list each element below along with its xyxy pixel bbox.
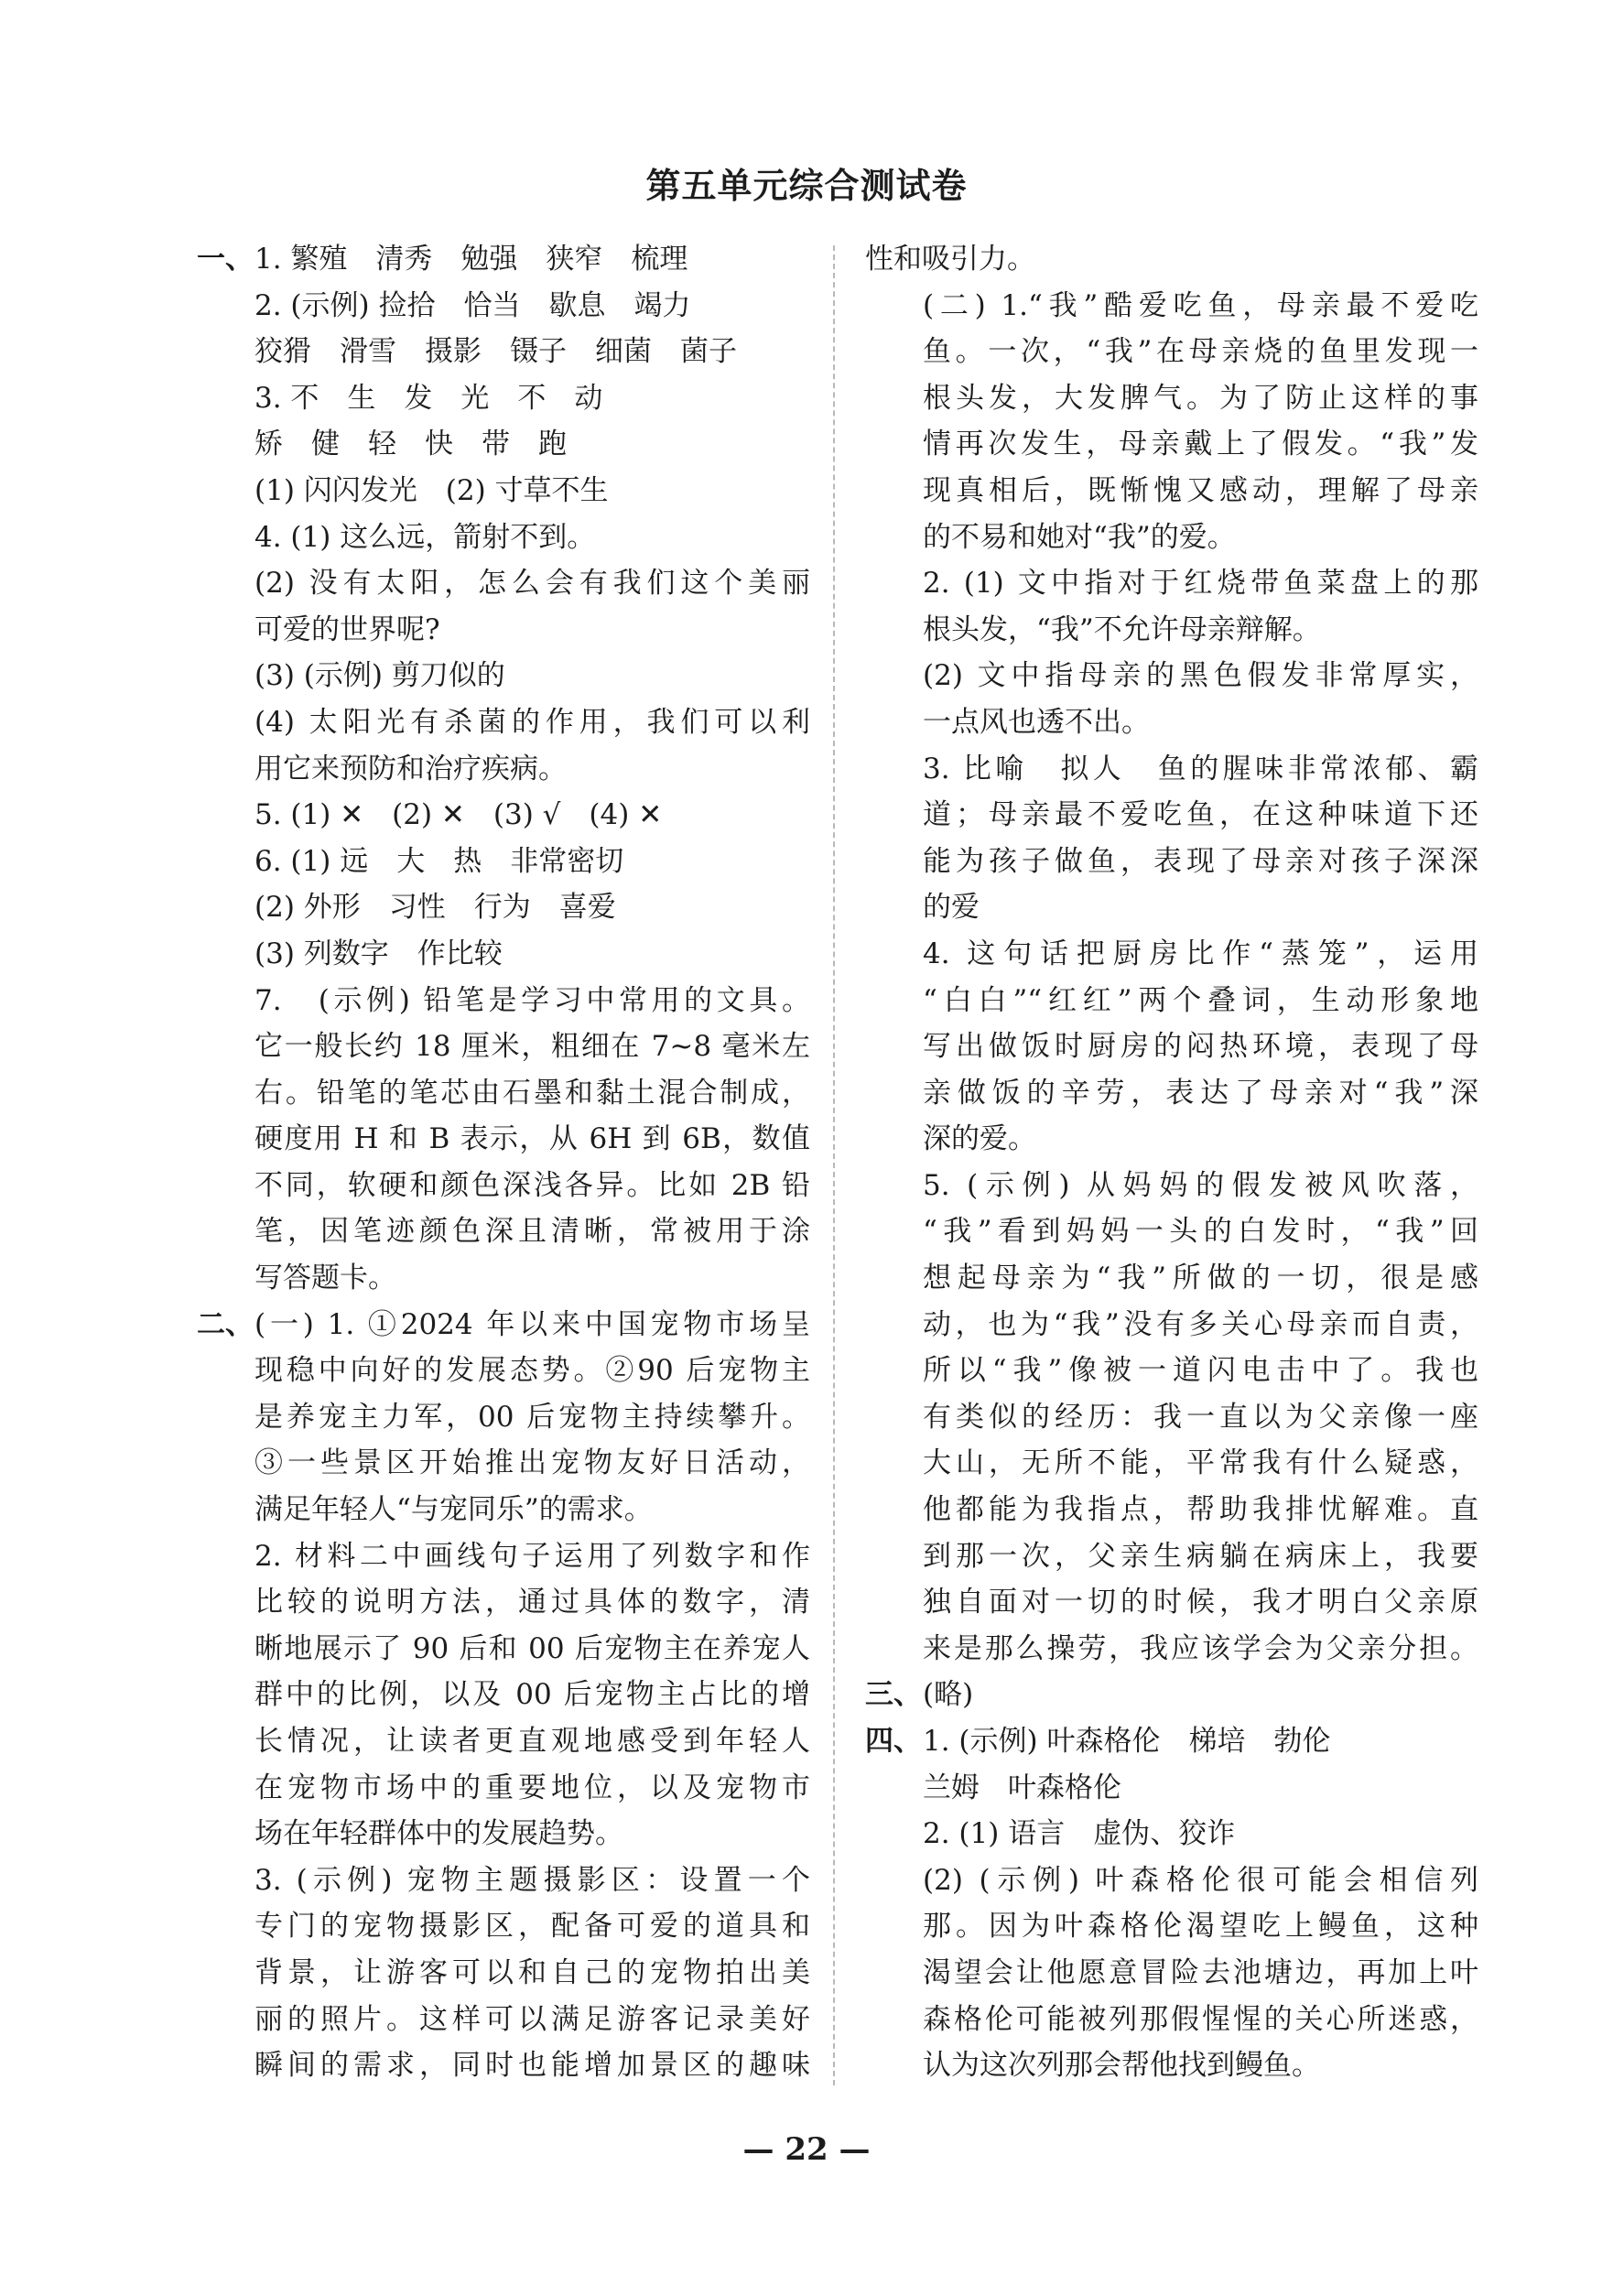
- answer-text: 2. (示例) 捡拾 恰当 歇息 竭力: [254, 288, 691, 322]
- answer-line: [865, 792, 1478, 839]
- answer-line: [865, 1302, 1478, 1348]
- answer-text: 3. 比喻 拟人 鱼的腥味非常浓郁、霸: [923, 752, 1478, 785]
- answer-text: (一) 1. ①2024 年以来中国宠物市场呈: [254, 1307, 810, 1341]
- answer-text: 比较的说明方法，通过具体的数字，清: [254, 1586, 810, 1619]
- section-label: 一、: [197, 243, 254, 276]
- answer-line: [197, 699, 810, 746]
- answer-text: 长情况，让读者更直观地感受到年轻人: [254, 1725, 810, 1758]
- answer-line: [197, 375, 810, 422]
- answer-line: [197, 2042, 810, 2089]
- answer-text: “白白”“红红”两个叠词，生动形象地: [923, 983, 1478, 1017]
- answer-text: 场在年轻群体中的发展趋势。: [254, 1817, 623, 1851]
- answer-line: [865, 283, 1478, 330]
- answer-line: [197, 1857, 810, 1904]
- answer-text: 情再次发生，母亲戴上了假发。“我”发: [923, 428, 1478, 461]
- section-label: 四、: [865, 1725, 922, 1758]
- answer-text: 那。因为叶森格伦渴望吃上鳗鱼，这种: [923, 1910, 1478, 1944]
- answer-text: “我”看到妈妈一头的白发时，“我”回: [923, 1215, 1478, 1249]
- answer-text: 不同，软硬和颜色深浅各异。比如 2B 铅: [254, 1168, 810, 1202]
- answer-line: [197, 1116, 810, 1163]
- answer-text: 认为这次列那会帮他找到鳗鱼。: [923, 2049, 1320, 2083]
- answer-text: (2) 文中指母亲的黑色假发非常厚实，: [923, 659, 1478, 693]
- answer-line: [865, 514, 1478, 561]
- answer-line: [197, 1163, 810, 1209]
- answer-line: [865, 1997, 1478, 2043]
- answer-line: [197, 1579, 810, 1626]
- answer-text: (3) 列数字 作比较: [254, 937, 503, 970]
- answer-line: [197, 1672, 810, 1718]
- answer-text: 森格伦可能被列那假惺惺的关心所迷惑，: [923, 2002, 1478, 2036]
- answer-line: [865, 421, 1478, 468]
- answer-text: 可爱的世界呢?: [254, 612, 440, 646]
- answer-line: [197, 653, 810, 699]
- answer-line: [865, 1255, 1478, 1302]
- answer-text: 有类似的经历：我一直以为父亲像一座: [923, 1400, 1478, 1434]
- answer-line: [197, 978, 810, 1024]
- answer-line: [865, 1070, 1478, 1117]
- answer-line: [865, 1857, 1478, 1904]
- answer-text: 根头发，大发脾气。为了防止这样的事: [923, 381, 1478, 415]
- left-column: [197, 236, 810, 2089]
- answer-text: 亲做饭的辛劳，表达了母亲对“我”深: [923, 1076, 1478, 1110]
- page-number: — 22 —: [742, 2131, 871, 2168]
- answer-text: 到那一次，父亲生病躺在病床上，我要: [923, 1539, 1478, 1573]
- answer-text: 硬度用 H 和 B 表示，从 6H 到 6B，数值: [254, 1122, 810, 1156]
- answer-text: 7. (示例) 铅笔是学习中常用的文具。: [254, 983, 810, 1017]
- answer-line: [865, 1626, 1478, 1673]
- answer-line: [197, 1765, 810, 1812]
- answer-line: [865, 560, 1478, 607]
- answer-line: [865, 1163, 1478, 1209]
- answer-text: 4. (1) 这么远，箭射不到。: [254, 520, 596, 554]
- answer-line: [865, 1487, 1478, 1533]
- answer-line: [197, 1440, 810, 1487]
- answer-text: 独自面对一切的时候，我才明白父亲原: [923, 1586, 1478, 1619]
- answer-text: (2) 没有太阳，怎么会有我们这个美丽: [254, 567, 810, 601]
- answer-line: [865, 2042, 1478, 2089]
- answer-line: [865, 699, 1478, 746]
- answer-line: [197, 560, 810, 607]
- answer-line: [197, 1487, 810, 1533]
- answer-text: (4) 太阳光有杀菌的作用，我们可以利: [254, 705, 810, 739]
- answer-text: 3. 不 生 发 光 不 动: [254, 381, 603, 415]
- answer-text: 他都能为我指点，帮助我排忧解难。直: [923, 1493, 1478, 1527]
- answer-text: 晰地展示了 90 后和 00 后宠物主在养宠人: [254, 1631, 810, 1665]
- answer-text: 1. (示例) 叶森格伦 梯培 勃伦: [923, 1725, 1331, 1758]
- answer-line: [865, 1579, 1478, 1626]
- answer-text: (二) 1.“我”酷爱吃鱼，母亲最不爱吃: [923, 288, 1478, 322]
- answer-text: 2. 材料二中画线句子运用了列数字和作: [254, 1539, 810, 1573]
- answer-text: 写出做饭时厨房的闷热环境，表现了母: [923, 1030, 1478, 1064]
- answer-text: 瞬间的需求，同时也能增加景区的趣味: [254, 2049, 810, 2083]
- answer-line: [865, 746, 1478, 793]
- answer-line: [865, 607, 1478, 654]
- answer-line: [197, 792, 810, 839]
- answer-text: 大山，无所不能，平常我有什么疑惑，: [923, 1446, 1478, 1480]
- answer-line: [865, 884, 1478, 931]
- answer-text: 想起母亲为“我”所做的一切，很是感: [923, 1262, 1478, 1295]
- answer-line: [865, 468, 1478, 514]
- answer-line: [197, 1302, 810, 1348]
- answer-text: 1. 繁殖 清秀 勉强 狭窄 梳理: [254, 243, 688, 276]
- answer-line: [197, 1811, 810, 1857]
- answer-text: 它一般长约 18 厘米，粗细在 7~8 毫米左: [254, 1030, 810, 1064]
- answer-line: [865, 1023, 1478, 1070]
- answer-text: 群中的比例，以及 00 后宠物主占比的增: [254, 1678, 810, 1712]
- answer-line: [197, 283, 810, 330]
- answer-line: [865, 329, 1478, 375]
- answer-text: (2) 外形 习性 行为 喜爱: [254, 891, 616, 925]
- answer-text: (2) (示例) 叶森格伦很可能会相信列: [923, 1863, 1478, 1897]
- answer-line: [865, 1116, 1478, 1163]
- answer-line: [865, 236, 1478, 283]
- answer-text: 的爱: [923, 891, 980, 925]
- answer-line: [865, 375, 1478, 422]
- answer-line: [197, 1903, 810, 1950]
- answer-text: 2. (1) 语言 虚伪、狡诈: [923, 1817, 1236, 1851]
- answer-text: 在宠物市场中的重要地位，以及宠物市: [254, 1771, 810, 1804]
- answer-line: [865, 1208, 1478, 1255]
- answer-text: 5. (1) ✕ (2) ✕ (3) √ (4) ✕: [254, 798, 663, 832]
- answer-line: [197, 931, 810, 978]
- answer-text: 兰姆 叶森格伦: [923, 1771, 1121, 1804]
- answer-text: (略): [923, 1678, 974, 1712]
- answer-line: [197, 839, 810, 885]
- answer-line: [865, 1811, 1478, 1857]
- answer-text: 丽的照片。这样可以满足游客记录美好: [254, 2002, 810, 2036]
- answer-line: [865, 1718, 1478, 1765]
- answer-line: [197, 514, 810, 561]
- answer-text: 狡猾 滑雪 摄影 镊子 细菌 菌子: [254, 335, 737, 369]
- answer-line: [865, 839, 1478, 885]
- answer-line: [197, 1533, 810, 1580]
- page-title: 第五单元综合测试卷: [645, 165, 968, 206]
- answer-text: 是养宠主力军，00 后宠物主持续攀升。: [254, 1400, 810, 1434]
- answer-line: [865, 1950, 1478, 1997]
- answer-line: [197, 607, 810, 654]
- right-column: [865, 236, 1478, 2089]
- column-divider: [833, 245, 835, 2085]
- answer-text: 根头发，“我”不允许母亲辩解。: [923, 612, 1321, 646]
- answer-line: [197, 1070, 810, 1117]
- answer-text: 鱼。一次，“我”在母亲烧的鱼里发现一: [923, 335, 1478, 369]
- answer-text: 矫 健 轻 快 带 跑: [254, 428, 567, 461]
- answer-line: [197, 468, 810, 514]
- answer-text: 一点风也透不出。: [923, 705, 1150, 739]
- answer-text: 渴望会让他愿意冒险去池塘边，再加上叶: [923, 1955, 1478, 1989]
- answer-line: [197, 1997, 810, 2043]
- answer-line: [865, 1672, 1478, 1718]
- answer-text: 3. (示例) 宠物主题摄影区：设置一个: [254, 1863, 810, 1897]
- answer-line: [865, 1903, 1478, 1950]
- answer-text: 现真相后，既惭愧又感动，理解了母亲: [923, 473, 1478, 507]
- answer-line: [865, 931, 1478, 978]
- answer-line: [865, 1533, 1478, 1580]
- answer-line: [865, 1765, 1478, 1812]
- answer-text: 现稳中向好的发展态势。②90 后宠物主: [254, 1354, 810, 1388]
- answer-text: 来是那么操劳，我应该学会为父亲分担。: [923, 1631, 1478, 1665]
- answer-line: [197, 1950, 810, 1997]
- answer-text: 的不易和她对“我”的爱。: [923, 520, 1236, 554]
- answer-text: 右。铅笔的笔芯由石墨和黏土混合制成，: [254, 1076, 810, 1110]
- answer-line: [865, 653, 1478, 699]
- answer-line: [865, 1440, 1478, 1487]
- answer-line: [197, 746, 810, 793]
- answer-line: [865, 978, 1478, 1024]
- answer-line: [865, 1394, 1478, 1441]
- answer-text: 写答题卡。: [254, 1262, 396, 1295]
- answer-text: 道；母亲最不爱吃鱼，在这种味道下还: [923, 798, 1478, 832]
- section-label: 二、: [197, 1307, 254, 1341]
- section-label: 三、: [865, 1678, 922, 1712]
- answer-line: [197, 1394, 810, 1441]
- answer-line: [197, 1348, 810, 1394]
- answer-text: 用它来预防和治疗疾病。: [254, 752, 567, 785]
- answer-line: [197, 1626, 810, 1673]
- answer-line: [197, 236, 810, 283]
- answer-text: 笔，因笔迹颜色深且清晰，常被用于涂: [254, 1215, 810, 1249]
- answer-text: 背景，让游客可以和自己的宠物拍出美: [254, 1955, 810, 1989]
- answer-line: [197, 1208, 810, 1255]
- answer-line: [197, 1023, 810, 1070]
- answer-line: [197, 1255, 810, 1302]
- answer-text: (3) (示例) 剪刀似的: [254, 659, 505, 693]
- answer-line: [197, 1718, 810, 1765]
- answer-text: 专门的宠物摄影区，配备可爱的道具和: [254, 1910, 810, 1944]
- answer-text: 所以“我”像被一道闪电击中了。我也: [923, 1354, 1478, 1388]
- answer-text: 6. (1) 远 大 热 非常密切: [254, 844, 624, 878]
- answer-text: 满足年轻人“与宠同乐”的需求。: [254, 1493, 653, 1527]
- answer-text: 4. 这句话把厨房比作“蒸笼”，运用: [923, 937, 1478, 970]
- answer-text: 能为孩子做鱼，表现了母亲对孩子深深: [923, 844, 1478, 878]
- answer-text: ③一些景区开始推出宠物友好日活动，: [254, 1446, 810, 1480]
- answer-text: 5. (示例) 从妈妈的假发被风吹落，: [923, 1168, 1478, 1202]
- answer-line: [197, 884, 810, 931]
- answer-text: 2. (1) 文中指对于红烧带鱼菜盘上的那: [923, 567, 1478, 601]
- answer-text: (1) 闪闪发光 (2) 寸草不生: [254, 473, 609, 507]
- answer-text: 性和吸引力。: [865, 243, 1035, 276]
- answer-line: [197, 329, 810, 375]
- answer-line: [197, 421, 810, 468]
- answer-text: 动，也为“我”没有多关心母亲而自责，: [923, 1307, 1478, 1341]
- answer-line: [865, 1348, 1478, 1394]
- answer-text: 深的爱。: [923, 1122, 1036, 1156]
